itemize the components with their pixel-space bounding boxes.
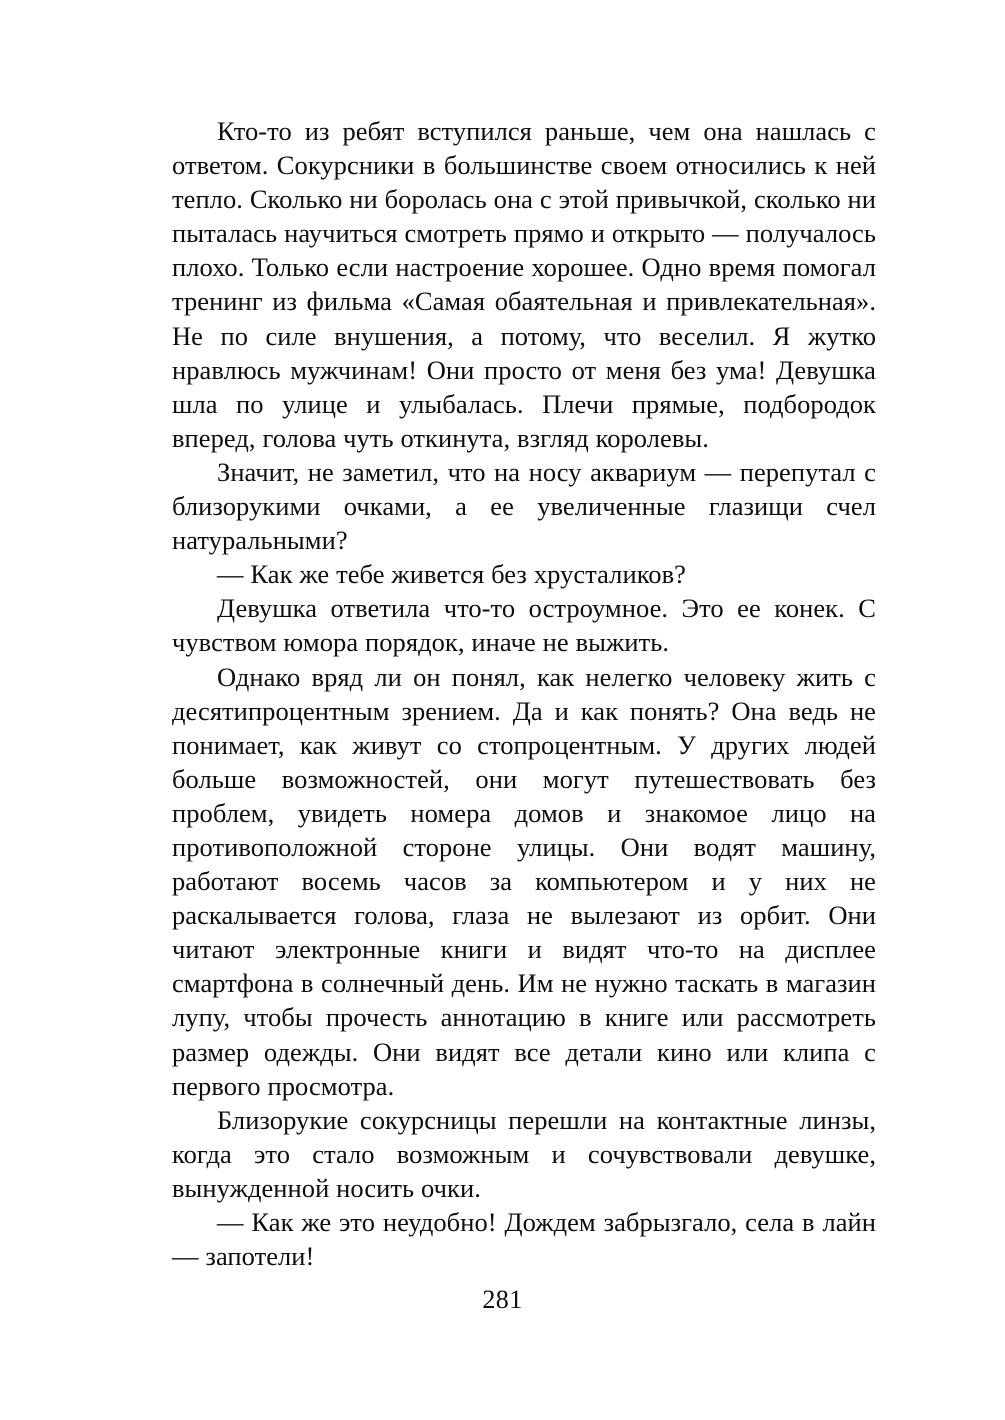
paragraph: — Как же тебе живется без хрусталиков? xyxy=(217,559,686,590)
page-text-body xyxy=(172,114,876,1273)
page-number: 281 xyxy=(482,1285,523,1314)
paragraph: Кто-то из ребят вступился раньше, чем она нашлась с ответом. Сокурсники в большинстве своем относились к ней тепло. Сколько ни боролась она с этой привычкой, сколько ни пыталась научиться смотреть прямо и открыто — получалось плохо. Только если настроение хорошее. Одно время помогал тренинг из фильма «Самая обаятельная и привлекательная». Не по силе внушения, а потому, что веселил. Я жутко нравлюсь мужчинам! Они просто от меня без ума! Девушка шла по улице и улыбалась. Плечи прямые, подбородок вперед, голова чуть откинута, взгляд королевы. xyxy=(172,116,876,453)
paragraph: Однако вряд ли он понял, как нелегко человеку жить с десятипроцентным зрением. Да и как понять? Она ведь не понимает, как живут со стопроцентным. У других людей больше возможностей, они могут путешествовать без проблем, увидеть номера домов и знакомое лицо на противоположной стороне улицы. Они водят машину, работают восемь часов за компьютером и у них не раскалывается голова, глаза не вылезают из орбит. Они читают электронные книги и видят что-то на дисплее смартфона в солнечный день. Им не нужно таскать в магазин лупу, чтобы прочесть аннотацию в книге или рассмотреть размер одежды. Они видят все детали кино или клипа с первого просмотра. xyxy=(172,661,876,1101)
paragraph: Значит, не заметил, что на носу аквариум — перепутал с близорукими очками, а ее увеличенные глазищи счел натуральными? xyxy=(172,456,876,556)
paragraph: Близорукие сокурсницы перешли на контактные линзы, когда это стало возможным и сочувствовали девушке, вынужденной носить очки. xyxy=(172,1104,876,1203)
paragraph: — Как же это неудобно! Дождем забрызгало, села в лайн — запотели! xyxy=(172,1207,876,1272)
paragraph: Девушка ответила что-то остроумное. Это ее конек. С чувством юмора порядок, иначе не выжить. xyxy=(172,593,876,658)
